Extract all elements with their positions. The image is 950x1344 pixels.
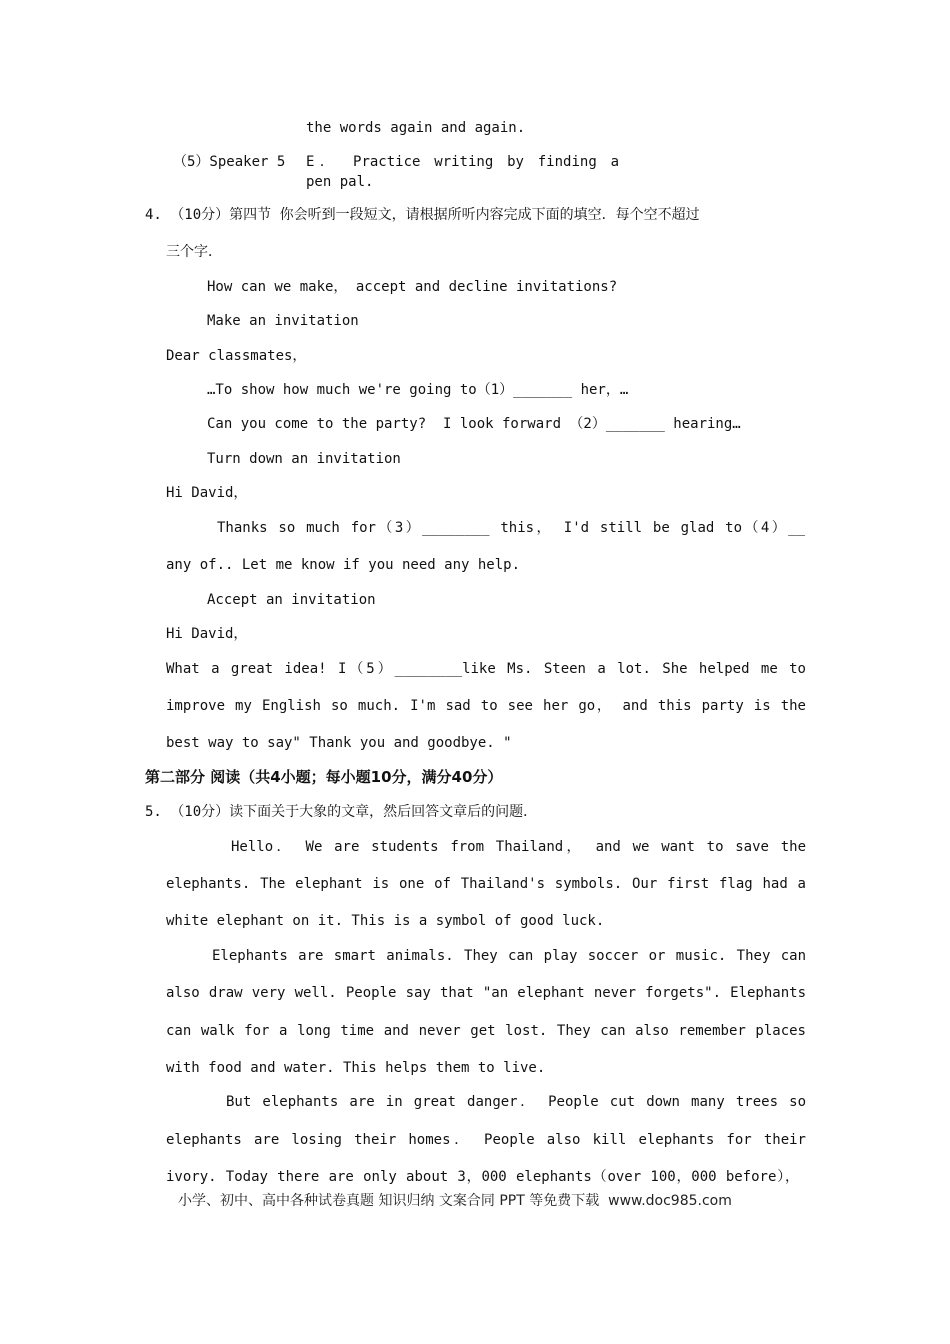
passage-p2-line3: can walk for a long time and never get lost. They can also remember places (166, 1023, 806, 1039)
passage-p2-line4: with food and water. This helps them to live. (166, 1060, 546, 1076)
option-e-line1: E． Practice writing by finding a (306, 154, 619, 170)
accept-invitation-title: Accept an invitation (207, 592, 376, 608)
accept-line-3: best way to say" Thank you and goodbye. " (166, 735, 512, 751)
option-e-line2: pen pal. (306, 174, 374, 190)
greeting-david-2: Hi David， (166, 626, 248, 642)
blank-1-line: …To show how much we're going to（1）_______ her，… (207, 382, 629, 398)
passage-p3-line1: But elephants are in great danger． People cut down many trees so (226, 1094, 806, 1110)
make-invitation-title: Make an invitation (207, 313, 359, 329)
previous-option-text: the words again and again. (306, 120, 526, 136)
any-of-line: any of.. Let me know if you need any help. (166, 557, 521, 573)
passage-p3-line2: elephants are losing their homes． People also kill elephants for their (166, 1132, 806, 1148)
accept-line-2: improve my English so much. I'm sad to see her go， and this party is the (166, 698, 806, 714)
invitation-heading: How can we make， accept and decline invitations? (207, 279, 618, 295)
blank-3-4-line: Thanks so much for（3）________ this， I'd still be glad to（4）__ (217, 520, 805, 536)
footer-text: 小学、初中、高中各种试卷真题 知识归纳 文案合同 PPT 等免费下载 www.doc985.com (178, 1193, 732, 1209)
passage-p1-line2: elephants. The elephant is one of Thailand's symbols. Our first flag had a (166, 876, 806, 892)
turn-down-title: Turn down an invitation (207, 451, 401, 467)
greeting-david-1: Hi David， (166, 485, 248, 501)
passage-p1-line3: white elephant on it. This is a symbol of good luck. (166, 913, 605, 929)
question-4-stem-cont: 三个字． (166, 244, 222, 260)
greeting-classmates: Dear classmates， (166, 348, 307, 364)
question-5-stem: 5. （10分）读下面关于大象的文章，然后回答文章后的问题． (145, 804, 538, 820)
passage-p1-line1: Hello． We are students from Thailand， and we want to save the (231, 839, 806, 855)
passage-p2-line2: also draw very well. People say that "an elephant never forgets". Elephants (166, 985, 806, 1001)
speaker-5-label: （5）Speaker 5 (173, 154, 286, 170)
question-4-stem: 4. （10分）第四节 你会听到一段短文，请根据所听内容完成下面的填空．每个空不超过 (145, 207, 700, 223)
accept-line-1: What a great idea! I（5）________like Ms. Steen a lot. She helped me to (166, 661, 806, 677)
passage-p2-line1: Elephants are smart animals. They can play soccer or music. They can (212, 948, 806, 964)
blank-2-line: Can you come to the party? I look forward （2）_______ hearing… (207, 416, 741, 432)
passage-p3-line3: ivory. Today there are only about 3，000 elephants（over 100，000 before）， (166, 1169, 799, 1185)
part-2-header: 第二部分 阅读（共4小题；每小题10分，满分40分） (145, 768, 503, 786)
